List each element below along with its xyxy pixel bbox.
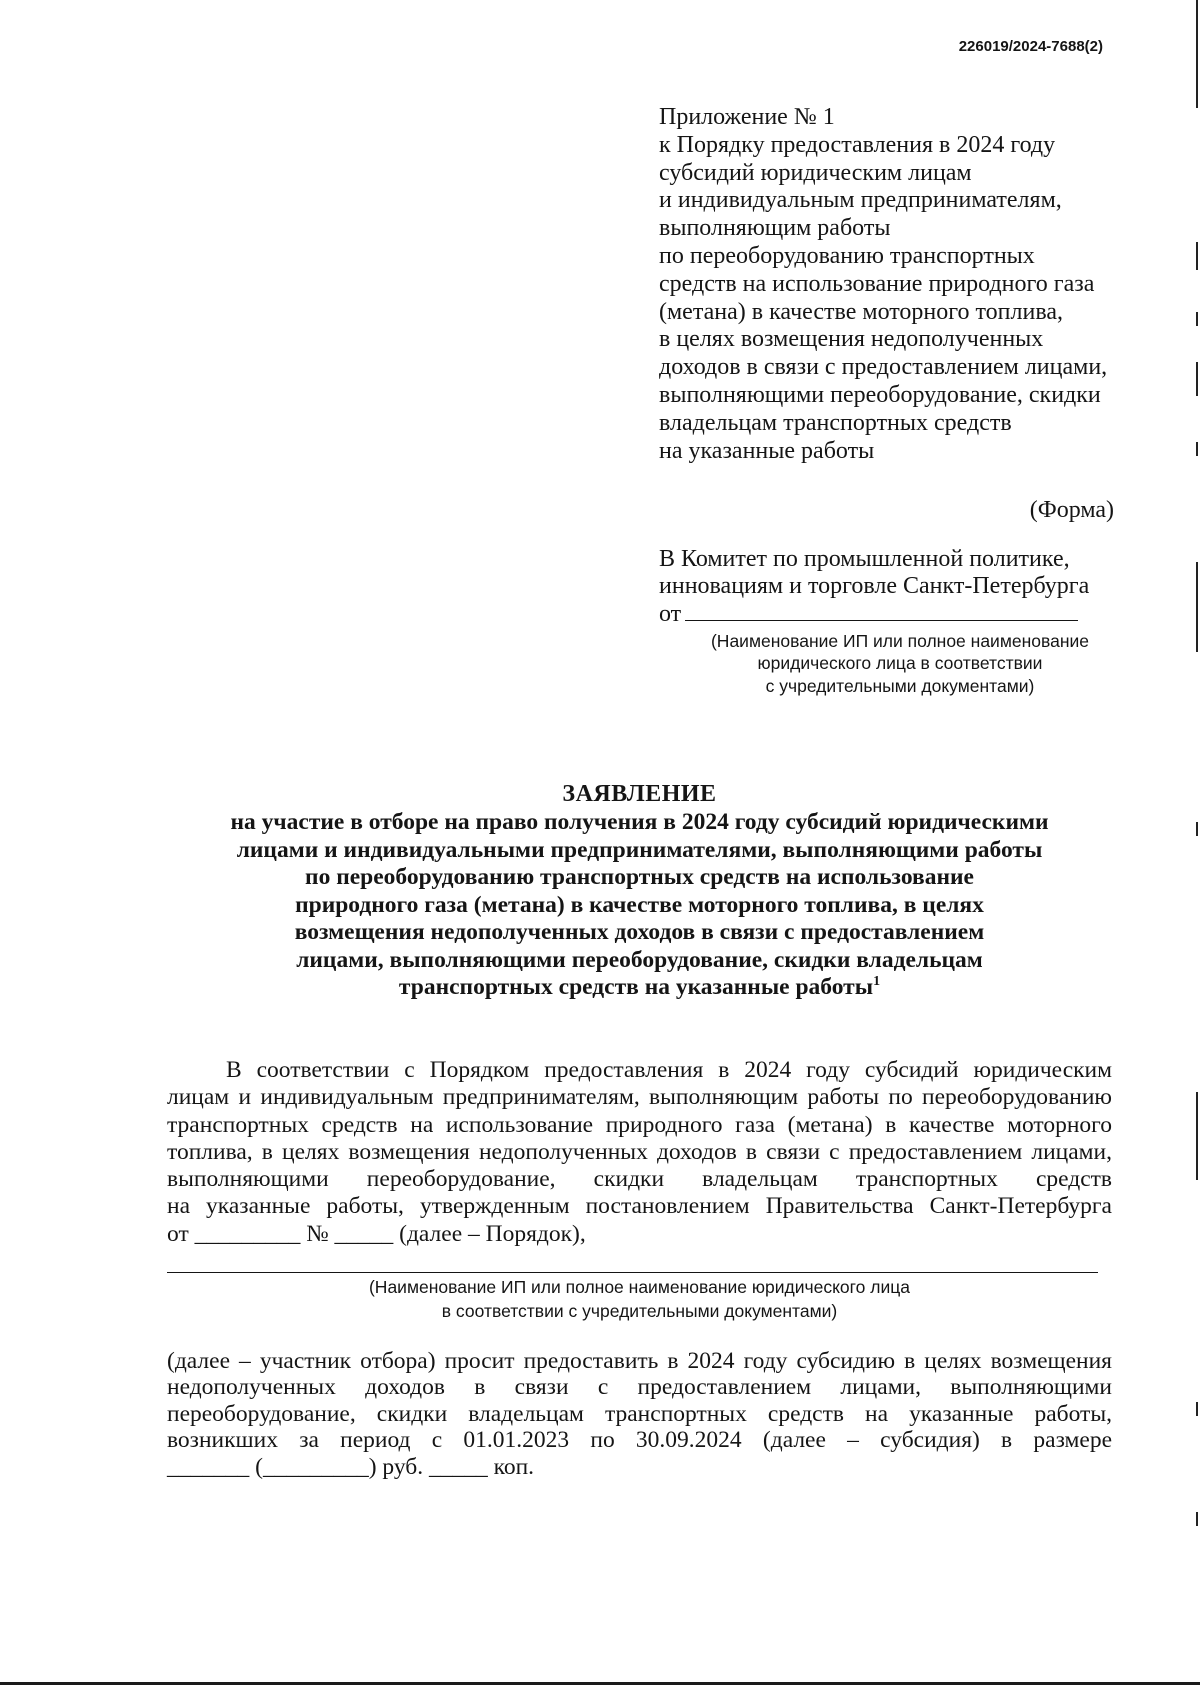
appendix-line: на указанные работы (659, 437, 875, 464)
scan-edge-artifact (1196, 1402, 1198, 1416)
body-line: от _________ № _____ (далее – Порядок), (167, 1220, 586, 1247)
document-id-stamp: 226019/2024-7688(2) (958, 38, 1103, 55)
body-line: топлива, в целях возмещения недополученных доходов в связи с предоставлением лицами, (167, 1138, 1112, 1165)
application-title (167, 779, 1112, 1002)
scan-edge-artifact (1196, 312, 1198, 326)
addressee-line: инновациям и торговле Санкт-Петербурга (659, 573, 1090, 600)
appendix-line: средств на использование природного газа (659, 270, 1095, 297)
appendix-line: доходов в связи с предоставлением лицами, (659, 354, 1108, 381)
body-line: В соответствии с Порядком предоставления в 2024 году субсидий юридическим (226, 1057, 1112, 1083)
scan-edge-artifact (1196, 562, 1198, 652)
body-line: на указанные работы, утвержденным постановлением Правительства Санкт-Петербурга (167, 1193, 1112, 1220)
applicant-name-rule (167, 1272, 1098, 1273)
application-subtitle-line: лицами, выполняющими переоборудование, скидки владельцам (296, 946, 983, 973)
application-subtitle-line (167, 974, 1112, 1002)
appendix-line: в целях возмещения недополученных (659, 326, 1044, 353)
application-subtitle-line: возмещения недополученных доходов в связи с предоставлением (294, 919, 985, 945)
from-label: от (659, 600, 682, 627)
appendix-line: к Порядку предоставления в 2024 году (659, 131, 1056, 158)
scan-edge-artifact (1196, 1092, 1198, 1180)
body-line: возникших за период с 01.01.2023 по 30.09.2024 (далее – субсидия) в размере (167, 1427, 1112, 1454)
applicant-name-blank (685, 602, 1078, 621)
body-paragraph-2 (167, 1348, 1112, 1480)
appendix-line: владельцам транспортных средств (659, 409, 1012, 436)
footnote-mark: 1 (873, 974, 881, 990)
addressee-line: В Комитет по промышленной политике, (659, 546, 1070, 572)
from-caption-line: юридического лица в соответствии (757, 653, 1043, 674)
body-paragraph-1 (167, 1057, 1112, 1248)
scan-edge-artifact (1196, 1512, 1198, 1526)
from-caption (700, 630, 1100, 697)
body-line: транспортных средств на использование природного газа (метана) в качестве моторного (167, 1111, 1112, 1138)
applicant-caption-line: в соответствии с учредительными документами) (441, 1301, 838, 1321)
scan-edge-artifact (1196, 442, 1198, 456)
from-caption-line: (Наименование ИП или полное наименование (710, 631, 1089, 651)
applicant-caption-line: (Наименование ИП или полное наименование юридического лица (368, 1277, 910, 1297)
from-line (659, 601, 1089, 628)
scan-bottom-artifact (0, 1682, 1200, 1685)
appendix-header (659, 104, 1107, 465)
scan-edge-artifact (1196, 242, 1198, 270)
appendix-line: выполняющим работы (659, 215, 891, 242)
scan-edge-artifact (1196, 822, 1198, 836)
body-line: лицам и индивидуальным предпринимателям, выполняющим работы по переоборудованию (167, 1084, 1112, 1111)
application-subtitle-text: транспортных средств на указанные работы (398, 974, 874, 1000)
body-line: выполняющими переоборудование, скидки владельцам транспортных средств (167, 1166, 1112, 1193)
scan-edge-artifact (1196, 0, 1198, 108)
appendix-line: выполняющими переоборудование, скидки (659, 381, 1101, 408)
body-line: переоборудование, скидки владельцам транспортных средств на указанные работы, (167, 1400, 1112, 1427)
body-line: недополученных доходов в связи с предоставлением лицами, выполняющими (167, 1374, 1112, 1401)
application-heading: ЗАЯВЛЕНИЕ (562, 781, 717, 807)
scan-edge-artifact (1196, 362, 1198, 396)
appendix-line: субсидий юридическим лицам (659, 159, 972, 186)
body-line: (далее – участник отбора) просит предоставить в 2024 году субсидию в целях возмещения (167, 1348, 1112, 1374)
application-subtitle-line: на участие в отборе на право получения в 2024 году субсидий юридическими (230, 809, 1049, 835)
application-subtitle-line: по переоборудованию транспортных средств на использование (305, 864, 974, 890)
applicant-caption (167, 1275, 1112, 1323)
appendix-line: и индивидуальным предпринимателям, (659, 187, 1062, 214)
form-label: (Форма) (1029, 497, 1114, 523)
from-caption-line: с учредительными документами) (765, 675, 1035, 696)
appendix-line: (метана) в качестве моторного топлива, (659, 298, 1064, 325)
body-line: _______ (_________) руб. _____ коп. (167, 1453, 535, 1480)
addressee-block (659, 546, 1089, 628)
appendix-line: по переоборудованию транспортных (659, 242, 1035, 269)
application-subtitle-line: природного газа (метана) в качестве моторного топлива, в целях (295, 891, 984, 918)
application-subtitle-line: лицами и индивидуальными предпринимателями, выполняющими работы (236, 836, 1043, 863)
appendix-line: Приложение № 1 (659, 104, 835, 130)
